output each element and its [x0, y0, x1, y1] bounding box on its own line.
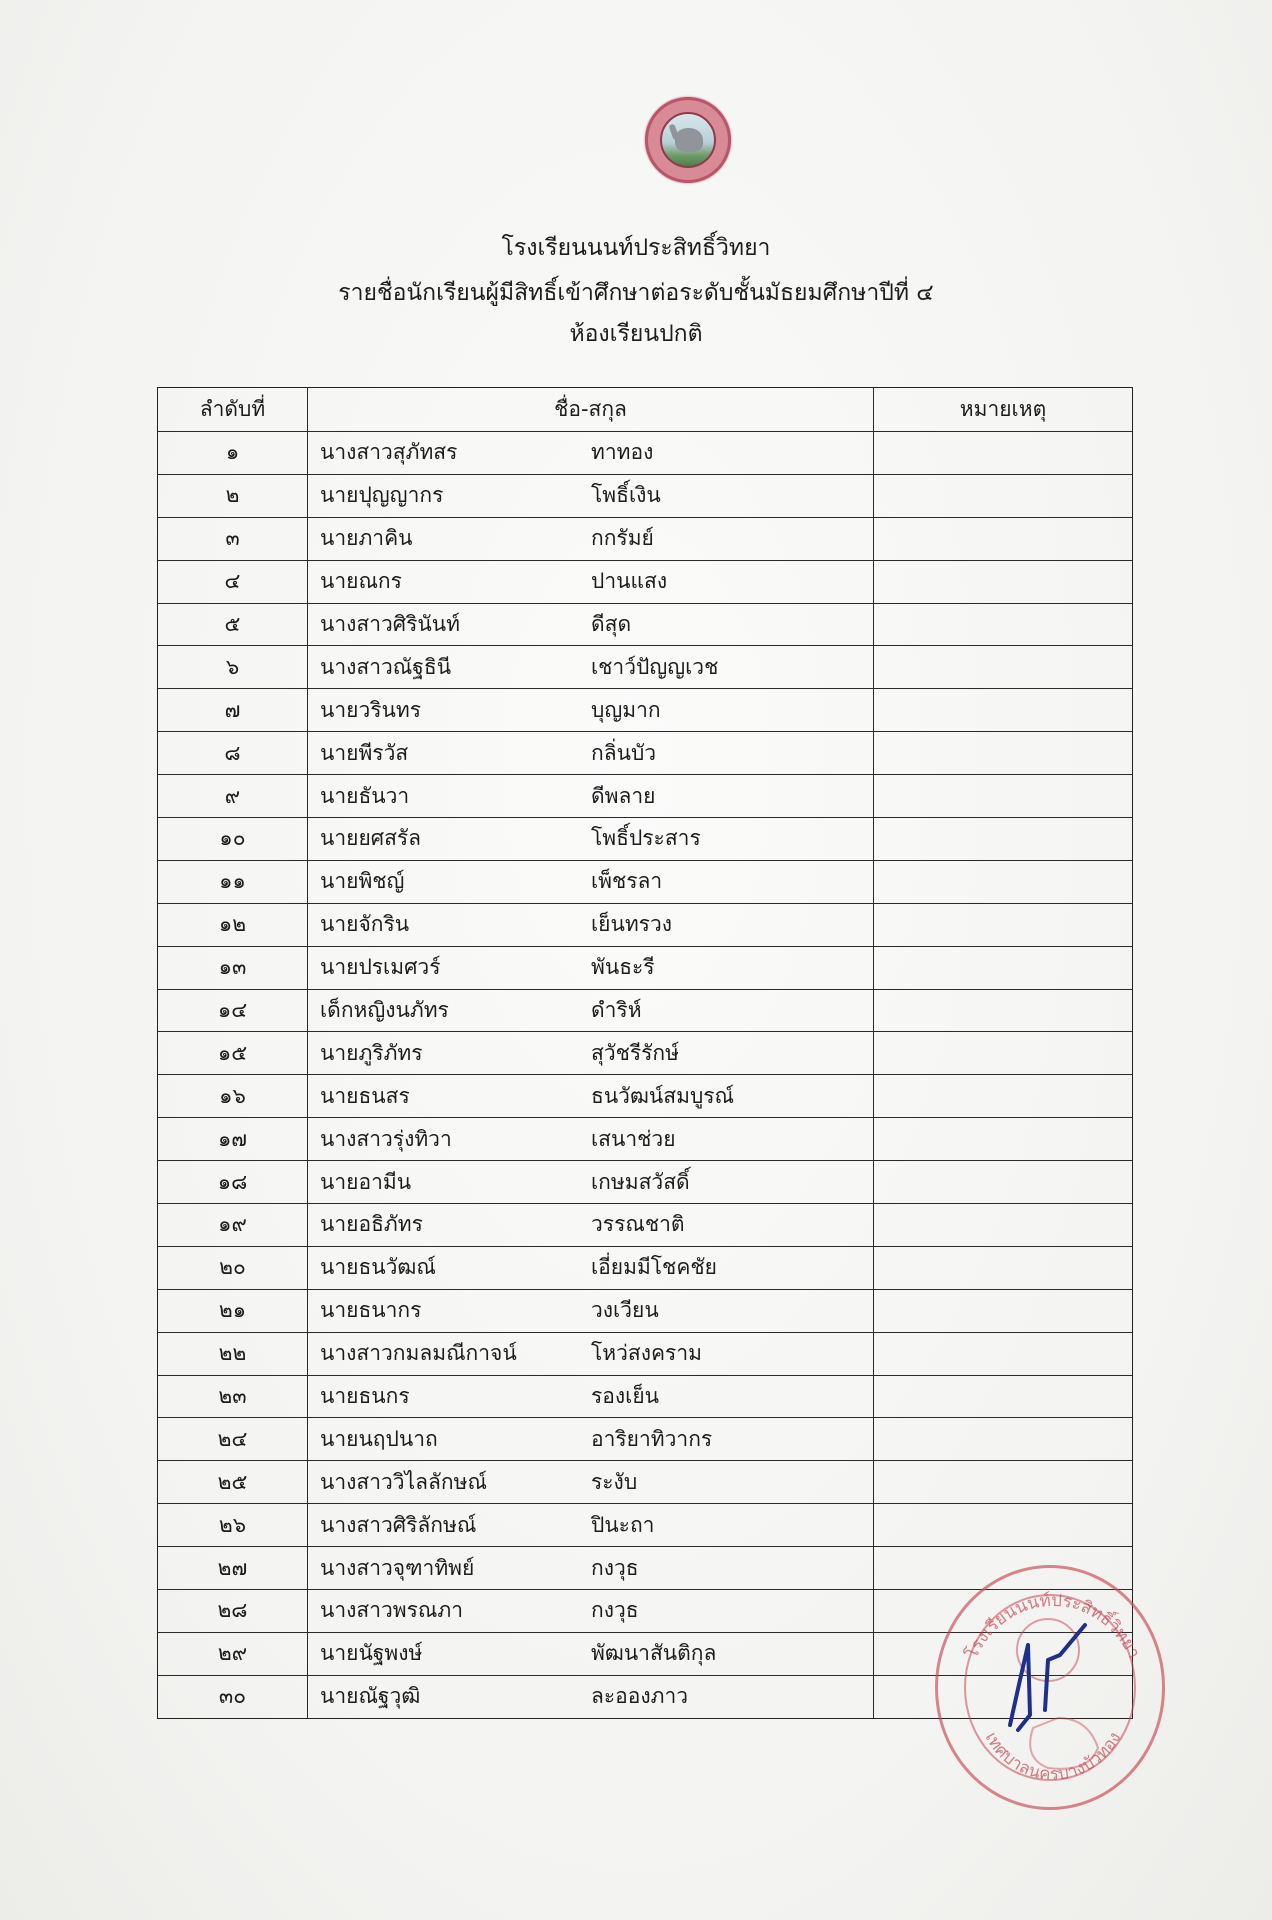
remark-cell: [874, 947, 1132, 989]
table-row: [158, 860, 1132, 903]
student-first-name: นายปรเมศวร์: [320, 955, 441, 980]
table-row: [158, 903, 1132, 946]
student-first-name: นายธันวา: [320, 783, 410, 808]
student-last-name: พัฒนาสันติกุล: [591, 1641, 717, 1666]
student-name-cell: [308, 732, 874, 774]
student-last-name: เชาว์ปัญญเวช: [591, 654, 719, 679]
table-row: [158, 1460, 1132, 1503]
logo-emblem: [660, 112, 716, 168]
table-row: [158, 645, 1132, 688]
remark-cell: [874, 818, 1132, 860]
student-last-name: อาริยาทิวากร: [591, 1426, 713, 1451]
remark-cell: [874, 1504, 1132, 1546]
student-first-name: นางสาววิไลลักษณ์: [320, 1469, 487, 1494]
remark-cell: [874, 432, 1132, 474]
table-row: [158, 603, 1132, 646]
student-last-name: กกรัมย์: [591, 526, 654, 551]
stamp-top-text: โรงเรียนนนท์ประสิทธิ์วิทยา: [962, 1590, 1144, 1662]
student-last-name: โหว่สงคราม: [591, 1341, 702, 1366]
remark-cell: [874, 1118, 1132, 1160]
order-number: ๒๔: [158, 1418, 308, 1460]
table-row: [158, 817, 1132, 860]
student-last-name: เสนาช่วย: [591, 1126, 676, 1151]
order-number: ๒๘: [158, 1590, 308, 1632]
order-number: ๑๔: [158, 990, 308, 1032]
student-name-cell: [308, 775, 874, 817]
table-row: [158, 1203, 1132, 1246]
table-row: [158, 1289, 1132, 1332]
order-number: ๒๙: [158, 1633, 308, 1675]
student-first-name: นายนฤปนาถ: [320, 1426, 438, 1451]
remark-cell: [874, 518, 1132, 560]
student-first-name: นางสาวศิริลักษณ์: [320, 1512, 477, 1537]
table-row: [158, 1160, 1132, 1203]
student-last-name: ดีสุด: [591, 612, 632, 636]
school-name: โรงเรียนนนท์ประสิทธิ์วิทยา: [501, 235, 771, 261]
order-number: ๒๒: [158, 1333, 308, 1375]
student-name-cell: [308, 861, 874, 903]
order-number: ๒: [158, 475, 308, 517]
table-row: [158, 774, 1132, 817]
remark-cell: [874, 904, 1132, 946]
column-header-order: ลำดับที่: [158, 388, 308, 431]
table-row: [158, 431, 1132, 474]
order-number: ๖: [158, 646, 308, 688]
student-last-name: กงวุธ: [591, 1555, 639, 1580]
table-row: [158, 517, 1132, 560]
order-number: ๒๖: [158, 1504, 308, 1546]
student-name-cell: [308, 689, 874, 731]
student-first-name: นายภูริภัทร: [320, 1040, 423, 1065]
table-row: [158, 1503, 1132, 1546]
elephant-icon: [675, 128, 703, 152]
student-first-name: นางสาวสุภัทสร: [320, 440, 458, 465]
order-number: ๑๙: [158, 1204, 308, 1246]
student-name-cell: [308, 990, 874, 1032]
student-name-cell: [308, 1376, 874, 1418]
remark-cell: [874, 1418, 1132, 1460]
student-first-name: นายธนวัฒณ์: [320, 1255, 436, 1280]
order-number: ๑๘: [158, 1161, 308, 1203]
student-name-cell: [308, 475, 874, 517]
remark-cell: [874, 1247, 1132, 1289]
order-number: ๑๒: [158, 904, 308, 946]
student-first-name: นายปุญญากร: [320, 483, 444, 508]
student-first-name: นายจักริน: [320, 912, 410, 937]
order-number: ๗: [158, 689, 308, 731]
student-name-cell: [308, 1504, 874, 1546]
student-last-name: บุญมาก: [591, 697, 661, 722]
student-name-cell: [308, 904, 874, 946]
student-first-name: นายอธิภัทร: [320, 1212, 423, 1237]
student-last-name: ละอองภาว: [591, 1684, 689, 1709]
student-last-name: วงเวียน: [591, 1298, 659, 1323]
student-first-name: นางสาวจุฑาทิพย์: [320, 1555, 475, 1580]
remark-cell: [874, 1161, 1132, 1203]
student-last-name: พันธะรี: [591, 955, 655, 980]
student-name-cell: [308, 1075, 874, 1117]
table-row: [158, 688, 1132, 731]
order-number: ๑๐: [158, 818, 308, 860]
student-first-name: นายยศสรัล: [320, 826, 422, 851]
table-row: [158, 946, 1132, 989]
student-last-name: ธนวัฒน์สมบูรณ์: [591, 1083, 735, 1108]
student-first-name: นายธนกร: [320, 1384, 410, 1409]
table-row: [158, 1246, 1132, 1289]
student-name-cell: [308, 1547, 874, 1589]
table-row: [158, 1074, 1132, 1117]
table-row: [158, 1417, 1132, 1460]
remark-cell: [874, 1461, 1132, 1503]
student-last-name: กลิ่นบัว: [591, 740, 657, 765]
order-number: ๑๗: [158, 1118, 308, 1160]
student-first-name: นายวรินทร: [320, 697, 422, 722]
order-number: ๔: [158, 561, 308, 603]
remark-cell: [874, 775, 1132, 817]
table-row: [158, 474, 1132, 517]
student-last-name: เย็นทรวง: [591, 912, 673, 937]
student-first-name: นายณัฐวุฒิ: [320, 1684, 421, 1709]
table-row: [158, 1375, 1132, 1418]
student-first-name: นายนัฐพงษ์: [320, 1641, 423, 1666]
remark-cell: [874, 1376, 1132, 1418]
order-number: ๘: [158, 732, 308, 774]
order-number: ๑: [158, 432, 308, 474]
student-first-name: นายพิชญ์: [320, 869, 405, 894]
student-last-name: โพธิ์เงิน: [591, 483, 661, 508]
table-row: [158, 1332, 1132, 1375]
student-name-cell: [308, 646, 874, 688]
order-number: ๒๐: [158, 1247, 308, 1289]
column-header-name: ชื่อ-สกุล: [308, 388, 874, 431]
student-last-name: โพธิ์ประสาร: [591, 826, 701, 851]
student-first-name: นายณกร: [320, 569, 402, 594]
table-row: [158, 560, 1132, 603]
student-last-name: ปานแสง: [591, 569, 668, 594]
order-number: ๒๗: [158, 1547, 308, 1589]
table-row: [158, 989, 1132, 1032]
student-last-name: รองเย็น: [591, 1384, 659, 1409]
order-number: ๓๐: [158, 1676, 308, 1718]
remark-cell: [874, 1333, 1132, 1375]
order-number: ๑๕: [158, 1032, 308, 1074]
student-name-cell: [308, 947, 874, 989]
order-number: ๙: [158, 775, 308, 817]
student-last-name: ปินะถา: [591, 1512, 655, 1537]
remark-cell: [874, 1290, 1132, 1332]
student-first-name: นางสาวณัฐธินี: [320, 654, 452, 679]
document-title: รายชื่อนักเรียนผู้มีสิทธิ์เข้าศึกษาต่อระดับชั้นมัธยมศึกษาปีที่ ๔: [338, 280, 934, 306]
remark-cell: [874, 732, 1132, 774]
classroom-type: ห้องเรียนปกติ: [569, 321, 703, 347]
order-number: ๒๓: [158, 1376, 308, 1418]
remark-cell: [874, 861, 1132, 903]
student-last-name: ดีพลาย: [591, 783, 656, 808]
student-name-cell: [308, 1247, 874, 1289]
student-last-name: ดำริห์: [591, 998, 642, 1023]
student-last-name: วรรณชาติ: [591, 1212, 685, 1237]
student-name-cell: [308, 432, 874, 474]
student-last-name: ระงับ: [591, 1469, 638, 1494]
student-first-name: นายพีรวัส: [320, 740, 409, 765]
student-name-cell: [308, 1290, 874, 1332]
table-body: [158, 431, 1132, 1718]
student-first-name: นางสาวรุ่งทิวา: [320, 1126, 452, 1151]
stamp-bottom-text: เทศบาลนครบางบัวทอง: [980, 1728, 1126, 1785]
student-name-cell: [308, 1676, 874, 1718]
student-name-cell: [308, 1418, 874, 1460]
student-first-name: นายธนสร: [320, 1083, 410, 1108]
student-first-name: นายอามีน: [320, 1169, 412, 1194]
student-last-name: เกษมสวัสดิ์: [591, 1169, 690, 1194]
remark-cell: [874, 604, 1132, 646]
remark-cell: [874, 990, 1132, 1032]
student-first-name: นางสาวศิรินันท์: [320, 612, 460, 636]
remark-cell: [874, 475, 1132, 517]
order-number: ๑๖: [158, 1075, 308, 1117]
student-last-name: กงวุธ: [591, 1598, 639, 1623]
order-number: ๕: [158, 604, 308, 646]
student-name-cell: [308, 1590, 874, 1632]
order-number: ๒๑: [158, 1290, 308, 1332]
remark-cell: [874, 1075, 1132, 1117]
student-name-cell: [308, 518, 874, 560]
table-row: [158, 731, 1132, 774]
school-logo-icon: [645, 97, 731, 183]
order-number: ๑๓: [158, 947, 308, 989]
student-name-cell: [308, 818, 874, 860]
remark-cell: [874, 689, 1132, 731]
student-name-cell: [308, 604, 874, 646]
student-last-name: เอี่ยมมีโชคชัย: [591, 1255, 717, 1280]
table-row: [158, 1117, 1132, 1160]
student-name-cell: [308, 1161, 874, 1203]
student-name-cell: [308, 1333, 874, 1375]
student-first-name: นางสาวพรณภา: [320, 1598, 464, 1623]
signature: [990, 1620, 1110, 1740]
remark-cell: [874, 1204, 1132, 1246]
order-number: ๑๑: [158, 861, 308, 903]
remark-cell: [874, 1032, 1132, 1074]
student-last-name: ทาทอง: [591, 440, 654, 465]
student-name-cell: [308, 1032, 874, 1074]
order-number: ๓: [158, 518, 308, 560]
student-last-name: สุวัชรีรักษ์: [591, 1040, 679, 1065]
student-list-table: [157, 387, 1133, 1719]
column-header-remark: หมายเหตุ: [959, 397, 1047, 421]
order-number: ๒๕: [158, 1461, 308, 1503]
student-first-name: เด็กหญิงนภัทร: [320, 998, 449, 1023]
student-name-cell: [308, 1118, 874, 1160]
student-first-name: นายภาคิน: [320, 526, 413, 551]
table-header-row: [158, 388, 1132, 431]
student-first-name: นายธนากร: [320, 1298, 422, 1323]
student-last-name: เพ็ชรลา: [591, 869, 663, 894]
student-name-cell: [308, 1633, 874, 1675]
student-name-cell: [308, 1461, 874, 1503]
student-name-cell: [308, 1204, 874, 1246]
student-name-cell: [308, 561, 874, 603]
table-row: [158, 1031, 1132, 1074]
remark-cell: [874, 561, 1132, 603]
student-first-name: นางสาวกมลมณีกาจน์: [320, 1341, 517, 1366]
remark-cell: [874, 646, 1132, 688]
